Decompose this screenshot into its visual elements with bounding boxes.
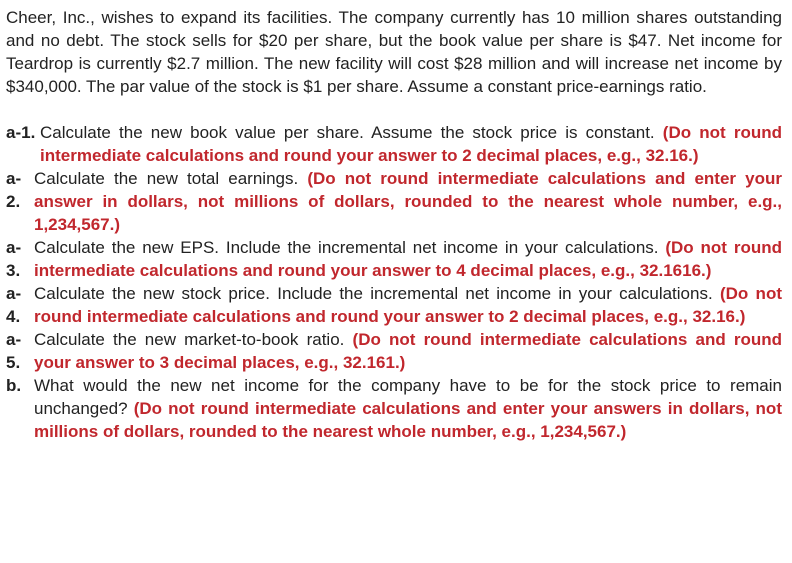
question-text: Calculate the new EPS. Include the incremental net income in your calculations. <box>34 238 659 257</box>
question-instruction: (Do not round intermediate calculations and enter your answers in dollars, not millions of dollars, rounded to the nearest whole number, e.g., 1,234,567.) <box>34 399 782 441</box>
question-instruction: (Do not round intermediate calculations and round your answer to 4 decimal places, e.g., 32.1616.) <box>34 238 782 280</box>
question-body <box>34 167 782 236</box>
question-a4 <box>6 282 782 328</box>
question-label: b. <box>6 376 22 395</box>
question-text: Calculate the new market-to-book ratio. <box>34 330 345 349</box>
question-label: a-1. <box>6 123 36 142</box>
question-instruction: (Do not round intermediate calculations and enter your answer in dollars, not millions of dollars, rounded to the nearest whole number, e.g., 1,234,567.) <box>34 169 782 234</box>
question-body <box>34 374 782 443</box>
question-body <box>40 121 782 167</box>
question-a1 <box>6 121 782 167</box>
problem-intro: Cheer, Inc., wishes to expand its facilities. The company currently has 10 million shares outstanding and no debt. The stock sells for $20 per share, but the book value per share is $47. Net income for Teardrop is currently $2.7 million. The new facility will cost $28 million and will increase net income by $340,000. The par value of the stock is $1 per share. Assume a constant price-earnings ratio. <box>6 8 782 96</box>
question-text: Calculate the new book value per share. Assume the stock price is constant. <box>40 123 655 142</box>
question-instruction: (Do not round intermediate calculations and round your answer to 3 decimal places, e.g., 32.161.) <box>34 330 782 372</box>
question-instruction: (Do not round intermediate calculations and round your answer to 2 decimal places, e.g., 32.16.) <box>34 284 782 326</box>
question-body <box>34 328 782 374</box>
question-body <box>34 236 782 282</box>
question-label: a- 5. <box>6 330 22 372</box>
question-b <box>6 374 782 443</box>
question-label: a- 4. <box>6 284 22 326</box>
question-label: a- 2. <box>6 169 22 211</box>
question-instruction: (Do not round intermediate calculations and round your answer to 2 decimal places, e.g., 32.16.) <box>40 123 782 165</box>
question-label: a- 3. <box>6 238 22 280</box>
question-text: What would the new net income for the company have to be for the stock price to remain unchanged? <box>34 376 782 418</box>
question-a5 <box>6 328 782 374</box>
question-a3 <box>6 236 782 282</box>
question-list <box>6 121 782 443</box>
question-text: Calculate the new stock price. Include the incremental net income in your calculations. <box>34 284 713 303</box>
question-body <box>34 282 782 328</box>
question-text: Calculate the new total earnings. <box>34 169 299 188</box>
question-a2 <box>6 167 782 236</box>
